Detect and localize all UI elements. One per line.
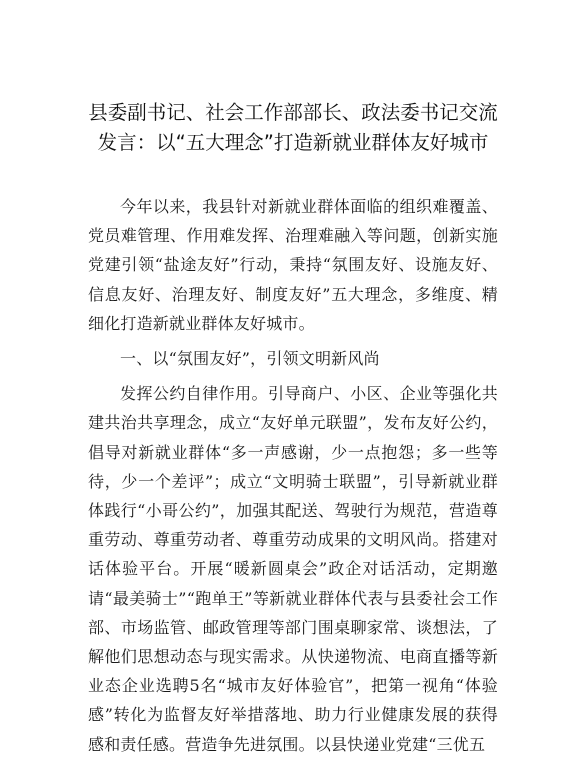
document-body: [88, 192, 498, 759]
body-paragraph: 发挥公约自律作用。引导商户、小区、企业等强化共建共治共享理念，成立“友好单元联盟”，发布友好公约，倡导对新就业群体“多一声感谢，少一点抱怨；多一些等待，少一个差评”；成立“文明骑士联盟”，引导新就业群体践行“小哥公约”，加强其配送、驾驶行为规范，营造尊重劳动、尊重劳动者、尊重劳动成果的文明风尚。搭建对话体验平台。开展“暖新圆桌会”政企对话活动，定期邀请“最美骑士”“跑单王”等新就业群体代表与县委社会工作部、市场监管、邮政管理等部门围桌聊家常、谈想法，了解他们思想动态与现实需求。从快递物流、电商直播等新业态企业选聘5名“城市友好体验官”，把第一视角“体验感”转化为监督友好举措落地、助力行业健康发展的获得感和责任感。营造争先进氛围。以县快递业党建“三优五: [88, 384, 498, 754]
section-heading: 一、以“氛围友好”，引领文明新风尚: [120, 349, 380, 369]
intro-paragraph: 今年以来，我县针对新就业群体面临的组织难覆盖、党员难管理、作用难发挥、治理难融入等问题，创新实施党建引领“盐途友好”行动，秉持“氛围友好、设施友好、信息友好、治理友好、制度友好”五大理念，多维度、精细化打造新就业群体友好城市。: [88, 197, 498, 333]
document-title: 县委副书记、社会工作部部长、政法委书记交流发言：以“五大理念”打造新就业群体友好城市: [88, 101, 498, 154]
